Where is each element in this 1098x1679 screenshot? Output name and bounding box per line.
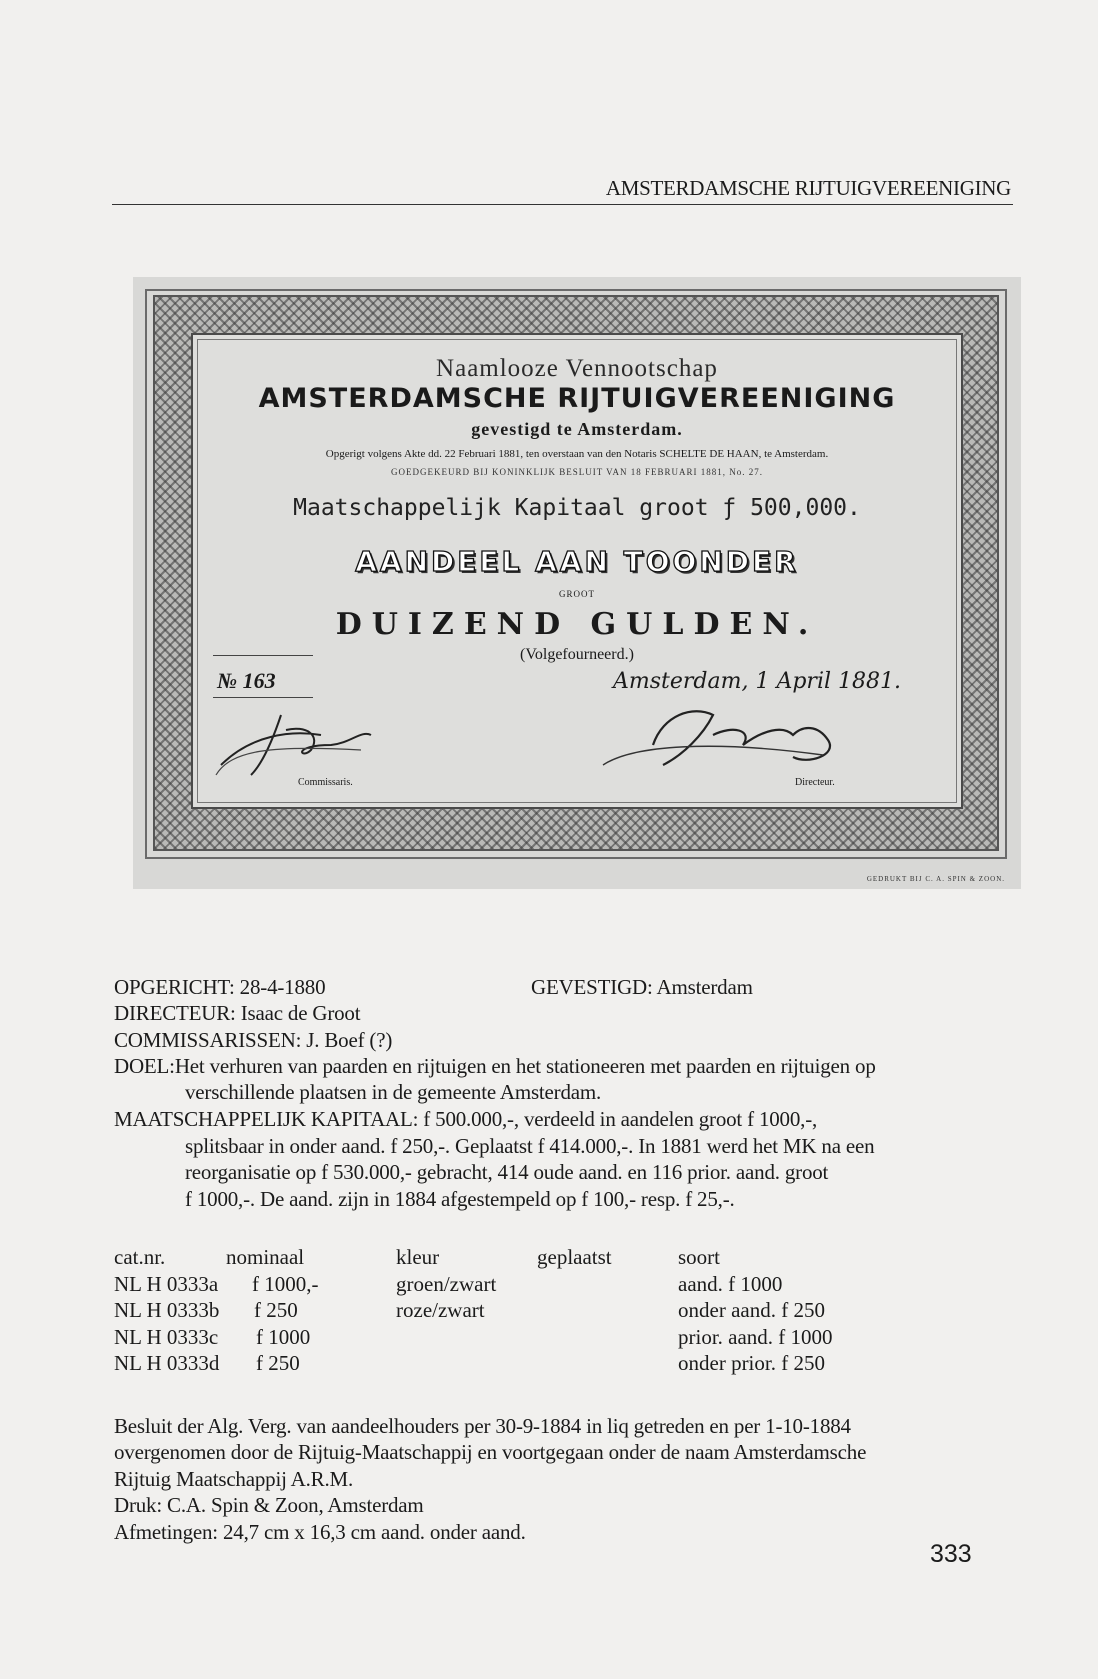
table-cell: f 250 (254, 1298, 298, 1322)
footer-besluit-line-2: overgenomen door de Rijtuig-Maatschappij en voortgegaan onder de naam Amsterdamsche (114, 1440, 867, 1464)
cert-commissaris-label: Commissaris. (298, 777, 353, 788)
directeur-signature (593, 695, 853, 785)
commissaris-signature (211, 705, 381, 785)
cert-share-type: AANDEEL AAN TOONDER (355, 545, 799, 578)
table-header: kleur (396, 1245, 440, 1269)
info-opgericht: OPGERICHT: 28-4-1880 (114, 975, 326, 999)
table-cell: groen/zwart (396, 1272, 497, 1296)
footer-afmetingen: Afmetingen: 24,7 cm x 16,3 cm aand. onder aand. (114, 1520, 526, 1544)
info-kapitaal-line-2: splitsbaar in onder aand. f 250,-. Geplaatst f 414.000,-. In 1881 werd het MK na een (185, 1134, 875, 1158)
table-cell: f 1000,- (252, 1272, 319, 1296)
table-cell: aand. f 1000 (678, 1272, 783, 1296)
cert-directeur-label: Directeur. (795, 777, 835, 788)
cert-amount: DUIZEND GULDEN. (335, 607, 819, 642)
cert-company-type: Naamlooze Vennootschap (436, 355, 718, 382)
info-gevestigd: GEVESTIGD: Amsterdam (531, 975, 753, 999)
cert-paid-note: (Volgefourneerd.) (520, 646, 634, 663)
table-cell: NL H 0333b (114, 1298, 220, 1322)
table-cell: NL H 0333c (114, 1325, 219, 1349)
cert-groot: GROOT (559, 589, 595, 599)
table-cell: onder prior. f 250 (678, 1351, 825, 1375)
info-commissarissen: COMMISSARISSEN: J. Boef (?) (114, 1028, 393, 1052)
page-number: 333 (930, 1540, 972, 1568)
table-cell: NL H 0333a (114, 1272, 219, 1296)
footer-besluit-line-3: Rijtuig Maatschappij A.R.M. (114, 1467, 354, 1491)
cert-number-rule-top (213, 655, 313, 656)
cert-capital: Maatschappelijk Kapitaal groot ƒ 500,000. (293, 495, 861, 521)
table-cell: roze/zwart (396, 1298, 485, 1322)
cert-company-name: AMSTERDAMSCHE RIJTUIGVEREENIGING (258, 383, 896, 414)
cert-founding-act: Opgerigt volgens Akte dd. 22 Februari 1881, ten overstaan van den Notaris SCHELTE DE HAAN, te Amsterdam. (325, 448, 829, 460)
table-cell: f 1000 (256, 1325, 311, 1349)
info-doel-line-2: verschillende plaatsen in de gemeente Amsterdam. (185, 1080, 602, 1104)
cert-city-line: gevestigd te Amsterdam. (471, 419, 683, 439)
cert-decree: GOEDGEKEURD BIJ KONINKLIJK BESLUIT VAN 18 FEBRUARI 1881, No. 27. (390, 467, 763, 477)
info-kapitaal-line-1: MAATSCHAPPELIJK KAPITAAL: f 500.000,-, verdeeld in aandelen groot f 1000,-, (114, 1107, 818, 1131)
info-kapitaal-line-3: reorganisatie op f 530.000,- gebracht, 414 oude aand. en 116 prior. aand. groot (185, 1160, 829, 1184)
table-header: soort (678, 1245, 720, 1269)
running-header (112, 174, 1013, 205)
table-header: geplaatst (537, 1245, 612, 1269)
table-cell: prior. aand. f 1000 (678, 1325, 833, 1349)
cert-number: № 163 (217, 668, 276, 693)
cert-place-date: Amsterdam, 1 April 1881. (613, 669, 901, 694)
footer-druk: Druk: C.A. Spin & Zoon, Amsterdam (114, 1493, 424, 1517)
info-directeur: DIRECTEUR: Isaac de Groot (114, 1001, 361, 1025)
table-cell: onder aand. f 250 (678, 1298, 825, 1322)
footer-besluit-line-1: Besluit der Alg. Verg. van aandeelhouders per 30-9-1884 in liq getreden en per 1-10-1884 (114, 1414, 851, 1438)
table-cell: f 250 (256, 1351, 300, 1375)
certificate-inner-panel (191, 333, 963, 809)
table-header: cat.nr. (114, 1245, 166, 1269)
table-cell: NL H 0333d (114, 1351, 220, 1375)
info-doel-line-1: DOEL:Het verhuren van paarden en rijtuigen en het stationeeren met paarden en rijtuigen op (114, 1054, 876, 1078)
header-title: AMSTERDAMSCHE RIJTUIGVEREENIGING (605, 176, 1011, 200)
table-header: nominaal (226, 1245, 305, 1269)
cert-number-rule-bottom (213, 697, 313, 698)
info-kapitaal-line-4: f 1000,-. De aand. zijn in 1884 afgestempeld op f 100,- resp. f 25,-. (185, 1187, 735, 1211)
share-certificate-image (133, 277, 1021, 889)
cert-printer: GEDRUKT BIJ C. A. SPIN & ZOON. (866, 875, 1005, 883)
